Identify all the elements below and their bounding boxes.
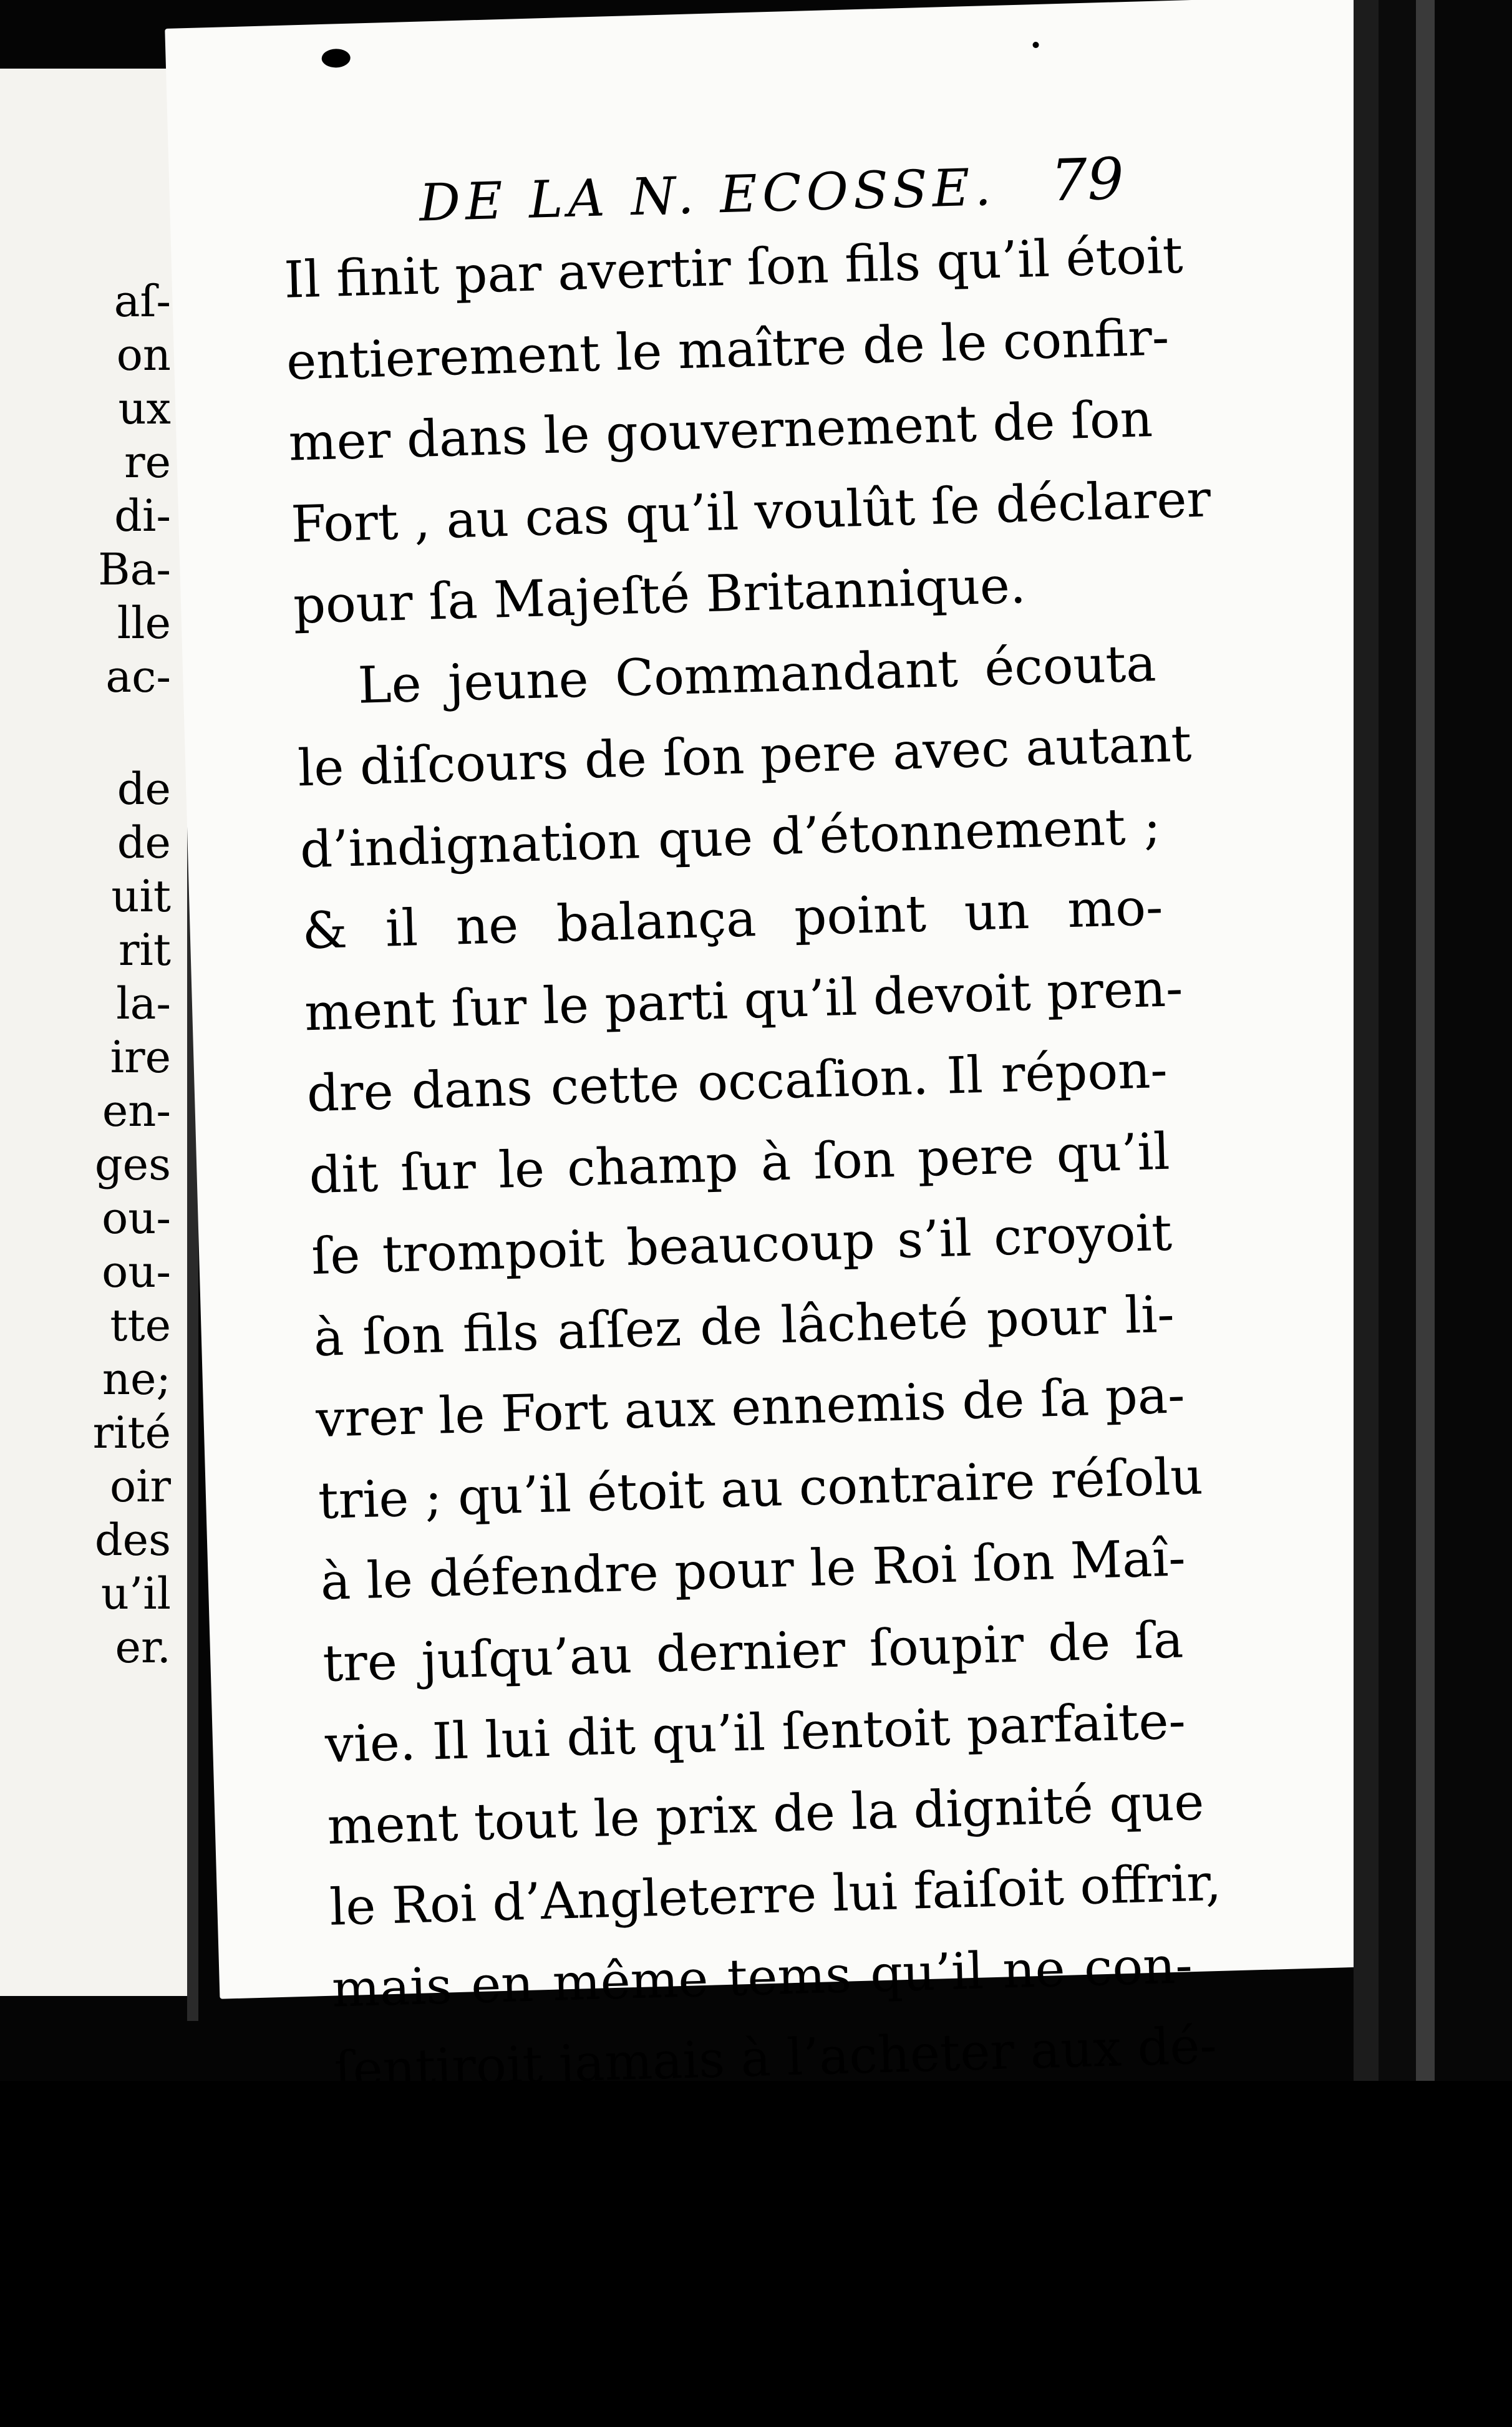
page-number: 79	[1050, 145, 1125, 215]
main-page	[165, 0, 1442, 2398]
left-page-fragment: uit	[111, 871, 171, 922]
text-line: tre juſqu’au dernier ſoupir de ſa	[322, 1610, 1185, 1693]
left-page-fragment: oir	[110, 1461, 171, 1512]
left-page-fragment: u’il	[100, 1568, 171, 1619]
text-line: pour ſa Majeſté Britannique.	[292, 556, 1027, 636]
text-line: Fort , au cas qu’il voulût ſe déclarer	[290, 469, 1212, 555]
text-line: vie. Il lui dit qu’il ſentoit parfaite-	[324, 1692, 1186, 1775]
text-line: mer dans le gouvernement de ſon	[288, 390, 1154, 473]
left-page-fragment: lle	[117, 598, 171, 649]
text-line: d’indignation que d’étonnement ;	[299, 797, 1161, 879]
text-line: ſon Souverain. Je ſuis très-ſûr ,	[337, 2180, 1200, 2263]
text-line: ajouta-t-il en finiſſant , que le Roi,	[340, 2261, 1207, 2345]
text-line: à le défendre pour le Roi ſon Maî-	[319, 1529, 1186, 1612]
book-binding	[1379, 0, 1416, 2081]
text-line: pens de l’obéiſſance qu’il devoit à	[336, 2098, 1201, 2182]
text-line: à ſon fils aſſez de lâcheté pour li-	[313, 1285, 1175, 1368]
text-line: trie ; qu’il étoit au contraire réſolu	[317, 1446, 1204, 1531]
text-line: le diſcours de ſon pere avec autant	[297, 714, 1193, 798]
left-page-fragment: de	[117, 817, 171, 868]
body-text	[283, 216, 1223, 2355]
text-line: & il ne balança point un mo-	[301, 878, 1164, 961]
left-facing-page	[0, 69, 193, 1996]
text-line: ment ſur le parti qu’il devoit pren-	[304, 959, 1184, 1042]
page-edge	[1416, 0, 1435, 2081]
text-line: Il finit par avertir ſon fils qu’il étoit	[283, 226, 1184, 310]
running-title: DE LA N. ECOSSE.	[418, 157, 997, 233]
text-line: vrer le Fort aux ennemis de ſa pa-	[315, 1366, 1186, 1450]
left-page-fragment: Ba-	[98, 544, 171, 595]
text-line: ſentiroit jamais à l’acheter aux dé-	[333, 2017, 1218, 2100]
ink-speck	[1032, 42, 1039, 48]
left-page-fragment: di-	[114, 490, 171, 541]
left-page-fragment: des	[94, 1514, 171, 1566]
left-page-fragment: er.	[115, 1622, 171, 1673]
signature-text: F iv	[922, 2337, 1019, 2398]
left-page-fragment: rité	[92, 1407, 171, 1458]
text-line: ſe trompoit beaucoup s’il croyoit	[311, 1203, 1173, 1287]
page-edge	[1354, 0, 1379, 2081]
ink-speck	[321, 49, 351, 68]
left-page-fragment: ac-	[105, 651, 171, 702]
left-page-fragment: aſ-	[114, 276, 171, 327]
book-binding	[1435, 0, 1512, 2081]
text-line: entierement le maître de le confir-	[285, 308, 1170, 392]
left-page-fragment: ou-	[102, 1246, 171, 1297]
text-line: mais en même tems qu’il ne con-	[331, 1935, 1193, 2019]
left-page-fragment: rit	[119, 924, 171, 976]
left-page-fragment: en-	[102, 1085, 171, 1136]
left-page-fragment: la-	[116, 978, 171, 1029]
left-page-fragment: de	[117, 763, 171, 815]
text-line: le Roi d’Angleterre lui faiſoit offrir,	[329, 1853, 1223, 1937]
left-page-fragment: re	[124, 437, 171, 488]
left-page-fragment: ire	[110, 1032, 171, 1083]
left-page-fragment: on	[116, 329, 171, 380]
text-line: dit ſur le champ à ſon pere qu’il	[308, 1122, 1171, 1205]
left-page-fragment: ne;	[102, 1354, 171, 1405]
page-content	[281, 145, 1223, 2424]
left-page-fragment: ou-	[102, 1193, 171, 1244]
left-page-fragment: ges	[94, 1139, 171, 1190]
left-page-fragment: ux	[118, 383, 171, 434]
text-line: dre dans cette occaſion. Il répon-	[306, 1040, 1168, 1124]
left-page-fragment: tte	[110, 1300, 171, 1351]
text-line: ment tout le prix de la dignité que	[326, 1773, 1205, 1856]
text-line: Le jeune Commandant écouta	[357, 634, 1157, 715]
